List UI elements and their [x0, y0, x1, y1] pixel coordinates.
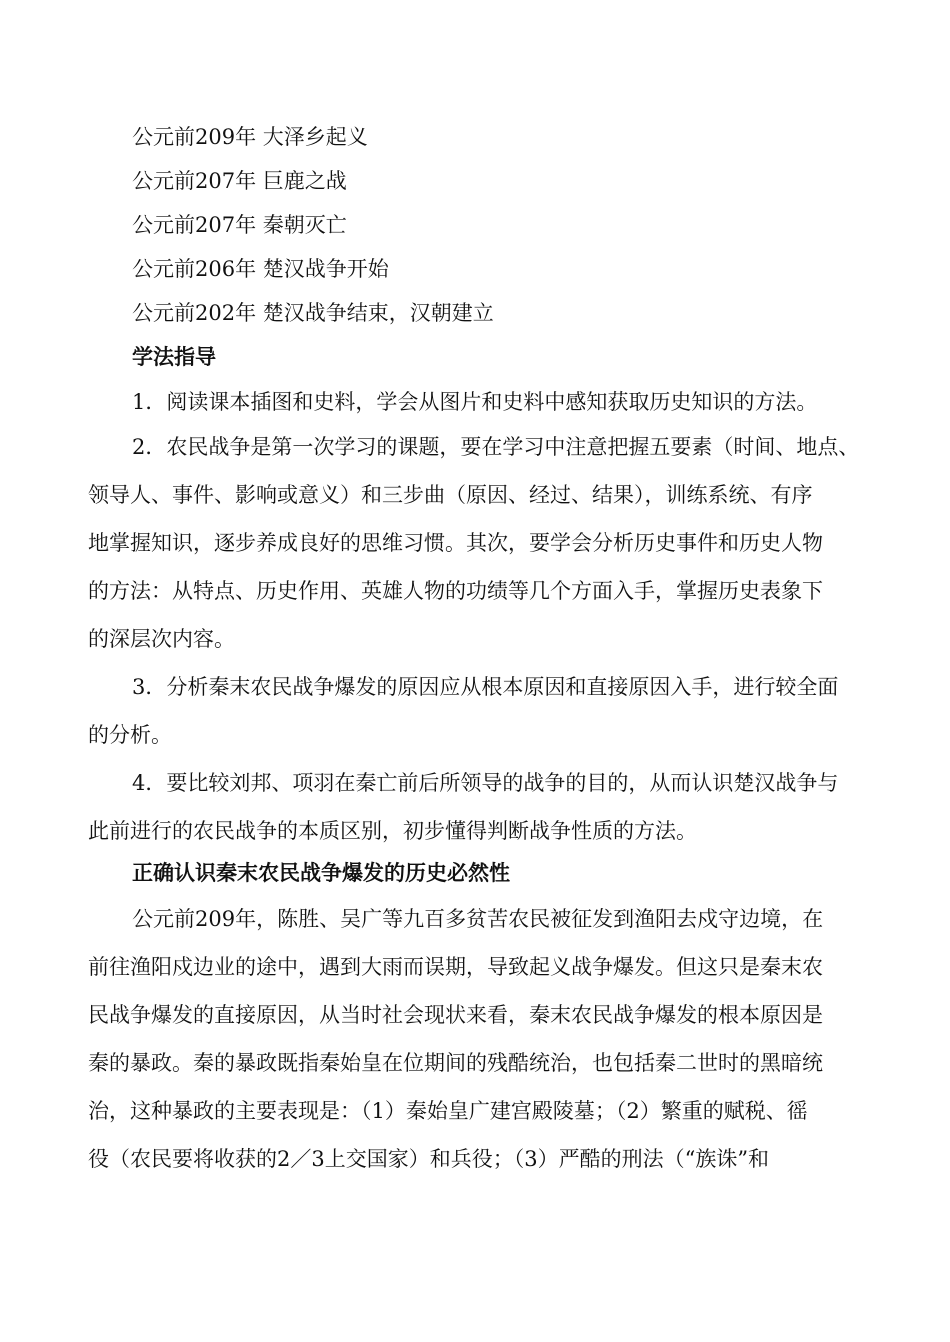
- timeline-item: 公元前202年 楚汉战争结束，汉朝建立: [132, 301, 494, 325]
- paragraph-line: 前往渔阳戍边业的途中，遇到大雨而误期，导致起义战争爆发。但这只是秦末农: [88, 955, 823, 979]
- paragraph-line: 的深层次内容。: [88, 627, 235, 651]
- section-heading: 学法指导: [132, 345, 216, 369]
- paragraph-line: 役（农民要将收获的2／3上交国家）和兵役；（3）严酷的刑法（“族诛”和: [88, 1147, 770, 1171]
- paragraph-line: 民战争爆发的直接原因，从当时社会现状来看，秦末农民战争爆发的根本原因是: [88, 1003, 823, 1027]
- paragraph-line: 地掌握知识，逐步养成良好的思维习惯。其次，要学会分析历史事件和历史人物: [88, 531, 823, 555]
- paragraph-line: 4．要比较刘邦、项羽在秦亡前后所领导的战争的目的，从而认识楚汉战争与: [132, 771, 839, 795]
- paragraph-line: 2．农民战争是第一次学习的课题，要在学习中注意把握五要素（时间、地点、: [132, 435, 860, 459]
- timeline-item: 公元前207年 巨鹿之战: [132, 169, 347, 193]
- timeline-item: 公元前209年 大泽乡起义: [132, 125, 368, 149]
- section-heading: 正确认识秦末农民战争爆发的历史必然性: [132, 861, 510, 885]
- paragraph-line: 公元前209年，陈胜、吴广等九百多贫苦农民被征发到渔阳去戍守边境，在: [132, 907, 824, 931]
- timeline-item: 公元前207年 秦朝灭亡: [132, 213, 347, 237]
- paragraph-line: 3．分析秦末农民战争爆发的原因应从根本原因和直接原因入手，进行较全面: [132, 675, 839, 699]
- timeline-item: 公元前206年 楚汉战争开始: [132, 257, 389, 281]
- paragraph-line: 领导人、事件、影响或意义）和三步曲（原因、经过、结果），训练系统、有序: [88, 483, 813, 507]
- paragraph-line: 1．阅读课本插图和史料，学会从图片和史料中感知获取历史知识的方法。: [132, 390, 818, 414]
- paragraph-line: 此前进行的农民战争的本质区别，初步懂得判断战争性质的方法。: [88, 819, 697, 843]
- paragraph-line: 治，这种暴政的主要表现是：（1）秦始皇广建宫殿陵墓；（2）繁重的赋税、徭: [88, 1099, 808, 1123]
- paragraph-line: 的方法：从特点、历史作用、英雄人物的功绩等几个方面入手，掌握历史表象下: [88, 579, 823, 603]
- paragraph-line: 的分析。: [88, 723, 172, 747]
- paragraph-line: 秦的暴政。秦的暴政既指秦始皇在位期间的残酷统治，也包括秦二世时的黑暗统: [88, 1051, 823, 1075]
